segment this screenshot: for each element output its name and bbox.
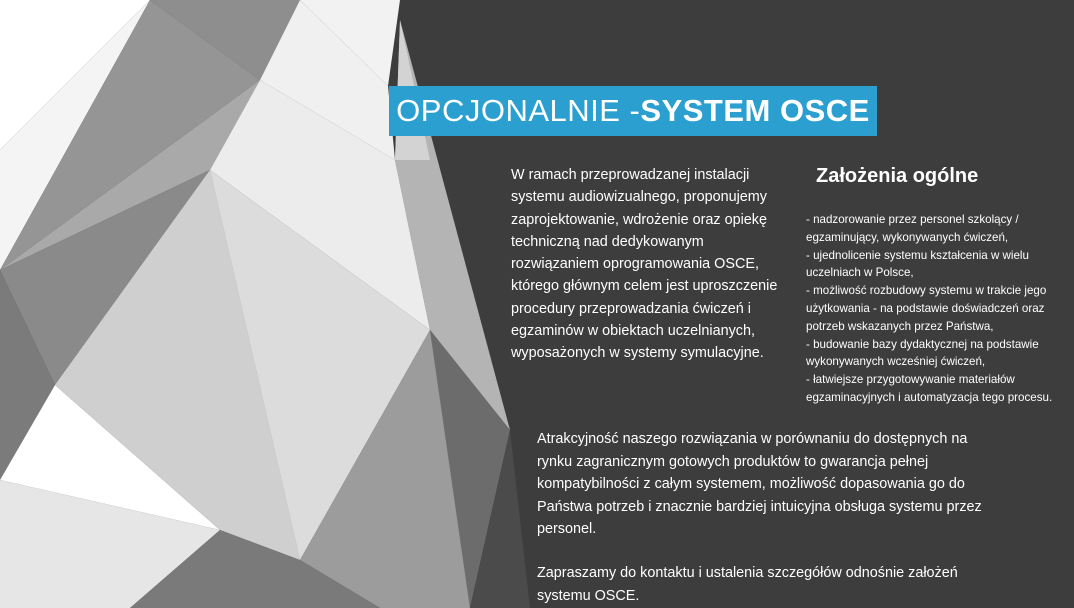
- list-item: - budowanie bazy dydaktycznej na podstawie wykonywanych wcześniej ćwiczeń,: [806, 337, 1039, 369]
- list-item: - łatwiejsze przygotowywanie materiałów egzaminacyjnych i automatyzacja tego procesu.: [806, 373, 1053, 404]
- list-item: - możliwość rozbudowy systemu w trakcie jego użytkowania - na podstawie doświadczeń oraz potrzeb wskazanych przez Państwa,: [806, 284, 1047, 333]
- title-bold: SYSTEM OSCE: [640, 93, 870, 128]
- attractiveness-paragraph: Atrakcyjność naszego rozwiązania w porównaniu do dostępnych na rynku zagranicznym gotowych produktów to gwarancja pełnej kompatybilności z całym systemem, możliwość dopasowania go do Państwa potrzeb i znacznie bardziej intuicyjna obsługa systemu przez personel.: [537, 431, 982, 537]
- list-item: - ujednolicenie systemu kształcenia w wielu uczelniach w Polsce,: [806, 248, 1029, 280]
- title-light: OPCJONALNIE -: [396, 93, 641, 128]
- list-item: - nadzorowanie przez personel szkolący / egzaminujący, wykonywanych ćwiczeń,: [806, 213, 1019, 244]
- assumptions-list: [806, 211, 1068, 407]
- intro-paragraph: W ramach przeprowadzanej instalacji systemu audiowizualnego, proponujemy zaprojektowanie, wdrożenie oraz opiekę techniczną nad dedykowanym rozwiązaniem oprogramowania OSCE, którego głównym celem jest uproszczenie procedury przeprowadzania ćwiczeń i egzaminów w obiektach uczelnianych, wyposażonych w systemy symulacyjne.: [511, 167, 778, 362]
- contact-paragraph: Zapraszamy do kontaktu i ustalenia szczegółów odnośnie założeń systemu OSCE.: [537, 565, 958, 604]
- assumptions-heading: Założenia ogólne: [816, 165, 979, 187]
- page-title: [389, 86, 877, 136]
